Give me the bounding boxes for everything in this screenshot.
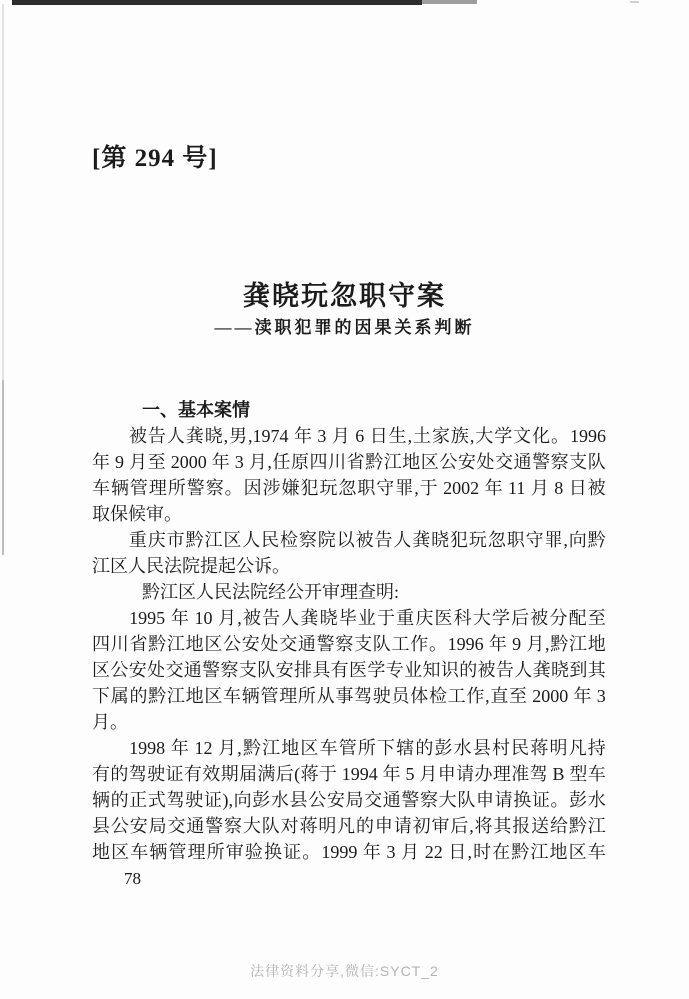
body-line: 辆 的 正 式 驾 驶 证 ), 向 彭 水 县 公 安 局 交 通 警 察 大 队 申 请 换 证 。 彭 水 — [92, 790, 606, 810]
body-line: 区 公 安 处 交 通 警 察 支 队 安 排 具 有 医 学 专 业 知 识 的 被 告 人 龚 晓 到 其 — [92, 660, 606, 680]
scan-artifact-top-bar-faint — [630, 1, 639, 3]
page-number: 78 — [124, 869, 141, 888]
body-line: 地 区 车 辆 管 理 所 审 验 换 证 。 1999 年 3 月 22 日 , 时 在 黔 江 地 区 车 — [92, 842, 606, 862]
body-line: 江区人民法院提起公诉。 — [92, 556, 290, 576]
case-number: [第 294 号] — [92, 145, 218, 172]
scan-artifact-top-bar-dark — [12, 0, 422, 5]
body-line: 县 公 安 局 交 通 警 察 大 队 对 蒋 明 凡 的 申 请 初 审 后 , 将 其 报 送 给 黔 江 — [92, 816, 606, 836]
body-line: 1995 年 10 月 , 被 告 人 龚 晓 毕 业 于 重 庆 医 科 大 学 后 被 分 配 至 — [92, 605, 606, 631]
scan-artifact-left-edge-dark — [2, 380, 4, 555]
case-title: 龚晓玩忽职守案 — [243, 281, 446, 311]
body-text — [92, 397, 606, 865]
section-heading: 一、基本案情 — [142, 400, 250, 420]
watermark-footer: 法律资料分享,微信:SYCT_2 — [250, 963, 439, 979]
body-line: 黔江区人民法院经公开审理查明: — [142, 582, 399, 602]
body-line: 年 9 月 至 2000 年 3 月 , 任 原 四 川 省 黔 江 地 区 公 安 处 交 通 警 察 支 队 — [92, 452, 606, 472]
body-line: 取保候审。 — [92, 504, 182, 524]
body-line: 重 庆 市 黔 江 区 人 民 检 察 院 以 被 告 人 龚 晓 犯 玩 忽 职 守 罪 , 向 黔 — [92, 527, 606, 553]
scan-artifact-top-bar-gray — [422, 0, 477, 4]
paragraph-indent — [92, 605, 128, 631]
body-line: 四 川 省 黔 江 地 区 公 安 处 交 通 警 察 支 队 工 作 。 1996 年 9 月 , 黔 江 地 — [92, 634, 606, 654]
case-subtitle: ——渎职犯罪的因果关系判断 — [214, 318, 475, 337]
body-line: 1998 年 12 月 , 黔 江 地 区 车 管 所 下 辖 的 彭 水 县 村 民 蒋 明 凡 持 — [92, 735, 606, 761]
paragraph-indent — [92, 735, 128, 761]
body-line: 车 辆 管 理 所 警 察 。 因 涉 嫌 犯 玩 忽 职 守 罪 , 于 2002 年 11 月 8 日 被 — [92, 478, 606, 498]
body-line: 月。 — [92, 712, 128, 732]
body-line: 下 属 的 黔 江 地 区 车 辆 管 理 所 从 事 驾 驶 员 体 检 工 作 , 直 至 2000 年 3 — [92, 686, 606, 706]
body-line: 被 告 人 龚 晓 , 男 ,1974 年 3 月 6 日 生 , 土 家 族 , 大 学 文 化 。 1996 — [92, 423, 606, 449]
paragraph-indent — [92, 527, 128, 553]
body-line: 有 的 驾 驶 证 有 效 期 届 满 后 ( 蒋 于 1994 年 5 月 申 请 办 理 准 驾 B 型 车 — [92, 764, 606, 784]
paragraph-indent — [92, 423, 128, 449]
